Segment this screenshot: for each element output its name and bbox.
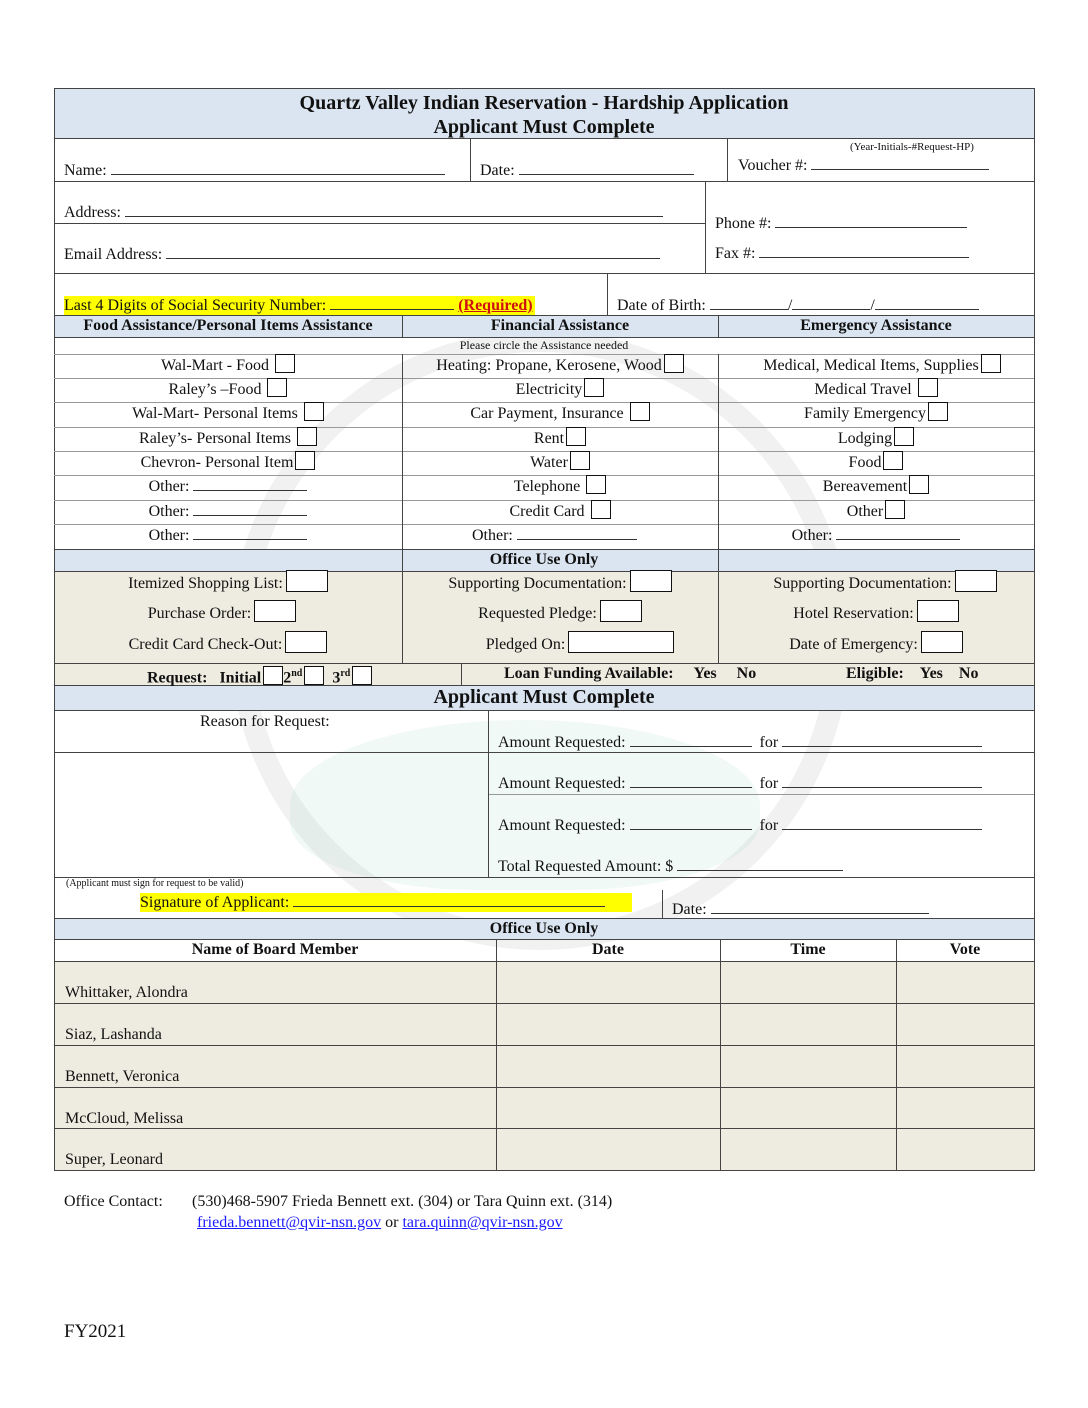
checkbox[interactable]	[591, 500, 611, 519]
office-label: Pledged On:	[485, 636, 566, 653]
checkbox[interactable]	[928, 402, 948, 421]
amount-label: Amount Requested:	[498, 734, 626, 751]
col-board-member: Name of Board Member	[191, 941, 359, 958]
amount-row-3[interactable]	[498, 816, 982, 835]
office-box[interactable]	[254, 600, 296, 622]
option-label: Other	[846, 503, 884, 520]
checkbox[interactable]	[918, 378, 938, 397]
option-label: Rent	[533, 430, 565, 447]
date-field[interactable]	[480, 161, 694, 180]
third-checkbox[interactable]	[352, 666, 372, 685]
option-medical-travel[interactable]	[718, 378, 1034, 402]
loan-label: Loan Funding Available:	[504, 665, 674, 682]
eligible-yes[interactable]: Yes	[919, 665, 943, 682]
board-office-title: Office Use Only	[489, 920, 599, 937]
office-box[interactable]	[285, 631, 327, 653]
checkbox[interactable]	[295, 451, 315, 470]
request-second-label: 2	[283, 669, 292, 687]
option-medical[interactable]	[718, 354, 1034, 378]
amount-row-2[interactable]	[498, 774, 982, 793]
option-label: Other:	[472, 527, 513, 544]
address-label: Address:	[64, 204, 121, 221]
dob-sep: /	[787, 297, 793, 314]
option-walmart-personal[interactable]	[54, 402, 402, 426]
checkbox[interactable]	[885, 500, 905, 519]
option-label: Other:	[148, 478, 190, 495]
sup: rd	[340, 668, 351, 679]
ssn-label: Last 4 Digits of Social Security Number:	[64, 297, 327, 314]
phone-label: Phone #:	[715, 215, 772, 232]
option-raleys-food[interactable]	[54, 378, 402, 402]
sup: nd	[291, 668, 303, 679]
sign-note: (Applicant must sign for request to be valid)	[66, 878, 244, 889]
board-member-row: McCloud, Melissa	[65, 1110, 184, 1127]
option-electricity[interactable]	[402, 378, 718, 402]
circle-instruction: Please circle the Assistance needed	[459, 338, 629, 352]
ssn-field[interactable]	[64, 296, 535, 315]
request-third-label: 3	[332, 669, 341, 687]
option-label: Raley’s- Personal Items	[139, 430, 291, 447]
contact-emails	[197, 1214, 563, 1232]
office-supporting-docs-financial[interactable]	[402, 570, 718, 594]
office-label: Purchase Order:	[147, 605, 252, 622]
address-field[interactable]	[64, 203, 663, 222]
option-food-other-3[interactable]	[54, 524, 402, 548]
checkbox[interactable]	[981, 354, 1001, 373]
header-food: Food Assistance/Personal Items Assistance	[83, 317, 373, 334]
option-label: Other:	[148, 503, 190, 520]
for-label: for	[759, 817, 779, 834]
office-use-title: Office Use Only	[489, 551, 599, 568]
option-label: Water	[530, 454, 568, 471]
office-supporting-docs-emergency[interactable]	[718, 570, 1034, 594]
option-walmart-food[interactable]	[54, 354, 402, 378]
dob-field[interactable]	[617, 296, 979, 315]
office-label: Date of Emergency:	[789, 636, 918, 653]
option-raleys-personal[interactable]	[54, 427, 402, 451]
voucher-label: Voucher #:	[738, 157, 808, 174]
office-label: Hotel Reservation:	[793, 605, 914, 622]
checkbox[interactable]	[297, 427, 317, 446]
form-title: Quartz Valley Indian Reservation - Hardship Application	[299, 92, 789, 114]
office-itemized-list[interactable]	[54, 570, 402, 594]
form-subtitle: Applicant Must Complete	[433, 116, 655, 138]
option-food-other-1[interactable]	[54, 475, 402, 499]
loan-yes[interactable]: Yes	[693, 665, 717, 682]
board-member-row: Whittaker, Alondra	[65, 984, 188, 1001]
checkbox[interactable]	[630, 402, 650, 421]
option-financial-other[interactable]	[402, 524, 718, 548]
dob-label: Date of Birth:	[617, 297, 706, 314]
option-credit-card[interactable]	[402, 500, 718, 524]
reason-textarea[interactable]	[60, 755, 482, 873]
option-bereavement[interactable]	[718, 475, 1034, 499]
loan-no[interactable]: No	[736, 665, 757, 682]
option-heating[interactable]	[402, 354, 718, 378]
option-label: Wal-Mart- Personal Items	[132, 405, 298, 422]
office-box[interactable]	[955, 570, 997, 592]
loan-funding	[504, 663, 756, 685]
dob-sep: /	[870, 297, 875, 314]
office-box[interactable]	[921, 631, 963, 653]
board-member-row: Siaz, Lashanda	[65, 1026, 162, 1043]
option-lodging[interactable]	[718, 427, 1034, 451]
amount-label: Amount Requested:	[498, 775, 626, 792]
email-field[interactable]	[64, 245, 660, 264]
option-emergency-other[interactable]	[718, 524, 1034, 548]
option-label: Electricity	[515, 381, 583, 398]
request-label: Request:	[147, 669, 208, 687]
amount-row-1[interactable]	[498, 733, 982, 752]
office-requested-pledge[interactable]	[402, 600, 718, 624]
name-field[interactable]	[64, 161, 445, 180]
voucher-field[interactable]	[738, 156, 989, 175]
required-label: (Required)	[458, 297, 533, 314]
office-label: Requested Pledge:	[478, 605, 597, 622]
date-label: Date:	[480, 162, 515, 179]
col-date: Date	[592, 941, 624, 958]
option-label: Car Payment, Insurance	[470, 405, 624, 422]
option-label: Lodging	[837, 430, 893, 447]
option-chevron-personal[interactable]	[54, 451, 402, 475]
option-food-other-2[interactable]	[54, 500, 402, 524]
header-financial: Financial Assistance	[490, 317, 630, 334]
request-initial-label: Initial	[219, 669, 262, 687]
total-label: Total Requested Amount: $	[498, 858, 674, 875]
signature-field[interactable]	[140, 893, 632, 912]
checkbox[interactable]	[883, 451, 903, 470]
checkbox[interactable]	[267, 378, 287, 397]
checkbox[interactable]	[566, 427, 586, 446]
office-pledged-on[interactable]	[402, 631, 718, 655]
eligible-no[interactable]: No	[958, 665, 979, 682]
initial-checkbox[interactable]	[263, 666, 283, 685]
fax-field[interactable]	[715, 244, 969, 263]
eligible	[846, 663, 978, 685]
office-contact-text: (530)468-5907 Frieda Bennett ext. (304) or Tara Quinn ext. (314)	[192, 1193, 613, 1210]
reason-label: Reason for Request:	[200, 713, 330, 730]
option-family-emergency[interactable]	[718, 402, 1034, 426]
option-label: Medical Travel	[814, 381, 912, 398]
for-label: for	[759, 734, 779, 751]
board-member-row: Super, Leonard	[65, 1151, 163, 1168]
name-label: Name:	[64, 162, 107, 179]
checkbox[interactable]	[584, 378, 604, 397]
email-link-frieda[interactable]: frieda.bennett@qvir-nsn.gov	[197, 1214, 382, 1231]
office-box[interactable]	[917, 600, 959, 622]
signature-date-label: Date:	[672, 901, 707, 918]
option-telephone[interactable]	[402, 475, 718, 499]
option-label: Food	[848, 454, 882, 471]
option-label: Heating: Propane, Kerosene, Wood	[436, 357, 662, 374]
amount-label: Amount Requested:	[498, 817, 626, 834]
header-emergency: Emergency Assistance	[800, 317, 952, 334]
office-box[interactable]	[630, 570, 672, 592]
office-credit-checkout[interactable]	[54, 631, 402, 655]
signature-label: Signature of Applicant:	[140, 894, 290, 911]
fax-label: Fax #:	[715, 245, 756, 262]
option-emergency-food[interactable]	[718, 451, 1034, 475]
checkbox[interactable]	[586, 475, 606, 494]
checkbox[interactable]	[275, 354, 295, 373]
option-label: Wal-Mart - Food	[160, 357, 270, 374]
option-label: Bereavement	[822, 478, 908, 495]
office-box[interactable]	[568, 631, 674, 653]
checkbox[interactable]	[894, 427, 914, 446]
or-text: or	[385, 1214, 399, 1231]
office-box[interactable]	[600, 600, 642, 622]
office-date-of-emergency[interactable]	[718, 631, 1034, 655]
board-member-row: Bennett, Veronica	[65, 1068, 180, 1085]
checkbox[interactable]	[570, 451, 590, 470]
for-label: for	[759, 775, 779, 792]
applicant-section-title: Applicant Must Complete	[433, 686, 655, 708]
voucher-hint: (Year-Initials-#Request-HP)	[850, 141, 974, 153]
office-contact-label: Office Contact:	[64, 1193, 163, 1210]
option-rent[interactable]	[402, 427, 718, 451]
option-label: Chevron- Personal Item	[140, 454, 294, 471]
office-label: Itemized Shopping List:	[128, 575, 283, 592]
option-label: Telephone	[513, 478, 581, 495]
office-hotel-reservation[interactable]	[718, 600, 1034, 624]
total-amount[interactable]	[498, 857, 843, 876]
fiscal-year: FY2021	[64, 1321, 127, 1342]
phone-field[interactable]	[715, 214, 967, 233]
checkbox[interactable]	[664, 354, 684, 373]
signature-date-field[interactable]	[672, 900, 929, 919]
office-label: Credit Card Check-Out:	[128, 636, 283, 653]
option-label: Raley’s –Food	[168, 381, 262, 398]
option-label: Family Emergency	[804, 405, 926, 422]
email-label: Email Address:	[64, 246, 163, 263]
office-label: Supporting Documentation:	[773, 575, 952, 592]
request-number	[147, 663, 372, 685]
col-vote: Vote	[949, 941, 981, 958]
office-label: Supporting Documentation:	[448, 575, 627, 592]
second-checkbox[interactable]	[304, 666, 324, 685]
col-time: Time	[790, 941, 826, 958]
option-label: Medical, Medical Items, Supplies	[763, 357, 979, 374]
office-purchase-order[interactable]	[54, 600, 402, 624]
option-label: Other:	[791, 527, 833, 544]
option-label: Credit Card	[509, 503, 585, 520]
option-water[interactable]	[402, 451, 718, 475]
option-car-payment[interactable]	[402, 402, 718, 426]
checkbox[interactable]	[304, 402, 324, 421]
option-emergency-other-check[interactable]	[718, 500, 1034, 524]
checkbox[interactable]	[909, 475, 929, 494]
office-box[interactable]	[286, 570, 328, 592]
email-link-tara[interactable]: tara.quinn@qvir-nsn.gov	[402, 1214, 563, 1231]
eligible-label: Eligible:	[846, 665, 904, 682]
option-label: Other:	[148, 527, 190, 544]
